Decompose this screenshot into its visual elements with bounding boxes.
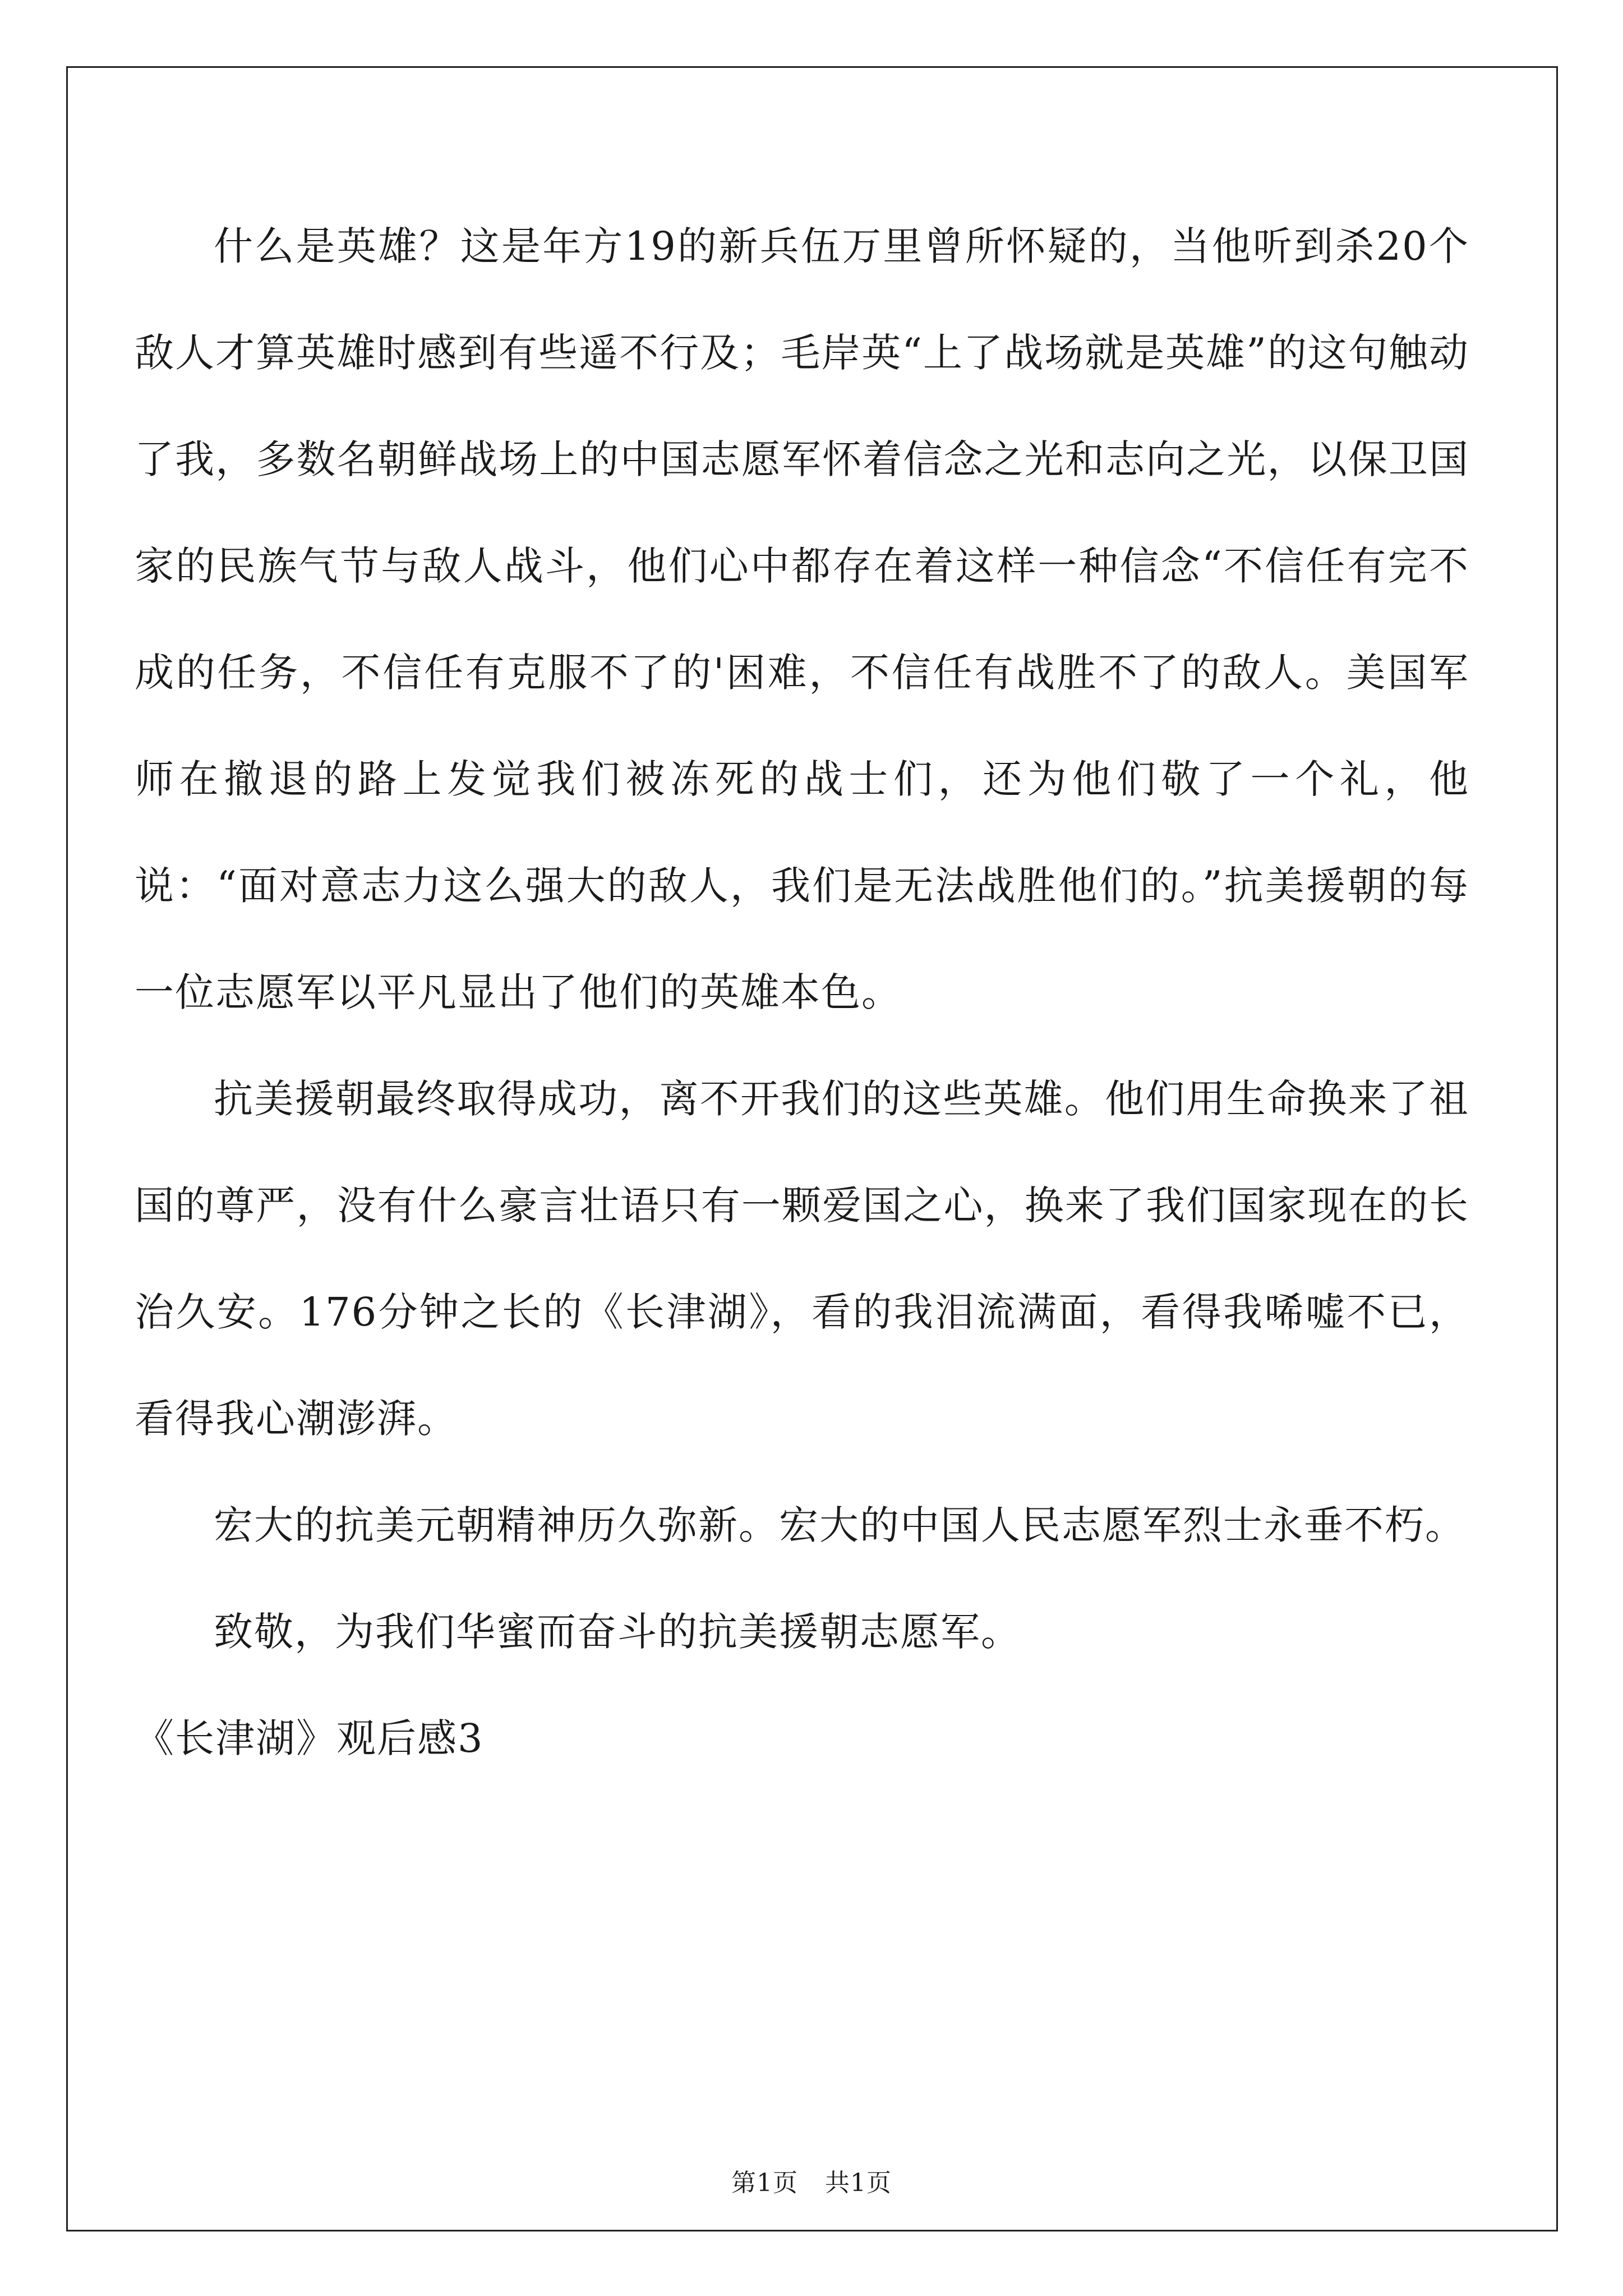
paragraph-victory: 抗美援朝最终取得成功，离不开我们的这些英雄。他们用生命换来了祖国的尊严，没有什么豪言壮语只有一颗爱国之心，换来了我们国家现在的长治久安。176分钟之长的《长津湖》，看的我泪流满面，看得我唏嘘不已，看得我心潮澎湃。 [135, 1076, 1469, 1442]
page-footer [0, 2166, 1623, 2200]
section-heading: 《长津湖》观后感3 [135, 1715, 484, 1761]
paragraph-heroes: 什么是英雄？这是年方19的新兵伍万里曾所怀疑的，当他听到杀20个敌人才算英雄时感到有些遥不行及；毛岸英“上了战场就是英雄”的这句触动了我，多数名朝鲜战场上的中国志愿军怀着信念之光和志向之光，以保卫国家的民族气节与敌人战斗，他们心中都存在着这样一种信念“不信任有完不成的任务，不信任有克服不了的'困难，不信任有战胜不了的敌人。美国军师在撤退的路上发觉我们被冻死的战士们，还为他们敬了一个礼，他说：“面对意志力这么强大的敌人，我们是无法战胜他们的。”抗美援朝的每一位志愿军以平凡显出了他们的英雄本色。 [135, 223, 1469, 1015]
paragraph-salute: 致敬，为我们华蜜而奋斗的抗美援朝志愿军。 [214, 1609, 1021, 1655]
page-total: 共1页 [825, 2169, 892, 2197]
document-body [135, 0, 1469, 1792]
page-number: 第1页 [731, 2169, 798, 2197]
paragraph-spirit: 宏大的抗美元朝精神历久弥新。宏大的中国人民志愿军烈士永垂不朽。 [214, 1502, 1465, 1548]
